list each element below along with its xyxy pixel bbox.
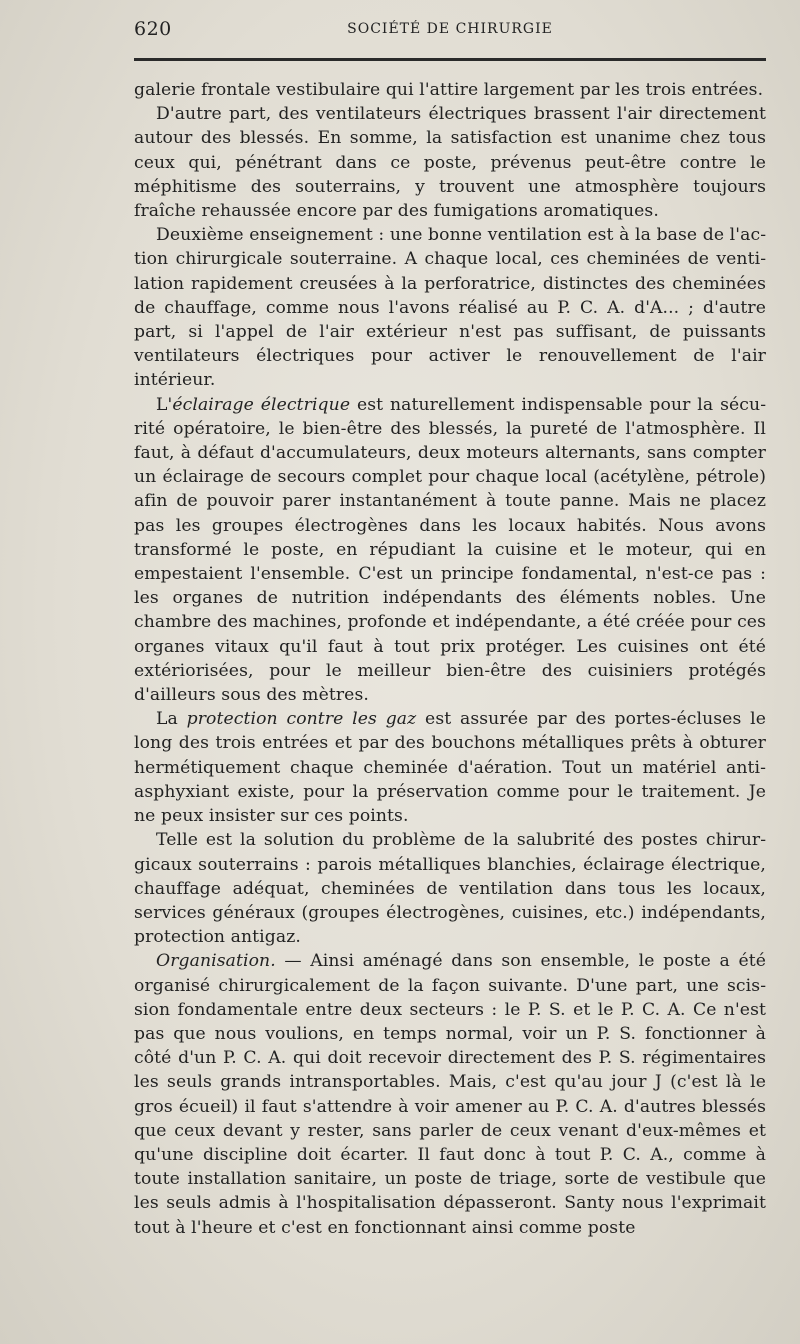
paragraph-text: D'autre part, des ventilateurs électriques brassent l'air directement autour des blessés. En somme, la satisfaction est unanime chez tous ceux qui, pénétrant dans ce poste, prévenus peut-être contre le méphitisme des souterrains, y trouvent une atmosphère toujours fraîche rehaussée encore par des fumigations aromatiques. <box>134 104 766 222</box>
paragraph-lead-prefix: L' <box>156 394 173 415</box>
paragraph-lead-italic: Organisation. <box>156 951 276 972</box>
paragraph-text: est assurée par des portes-écluses le long des trois entrées et par des bouchons métalliques prêts à obturer hermétiquement chaque cheminée d'aération. Tout un matériel anti-asphyxiant existe, pour la préservation comme pour le traitement. Je ne peux insister sur ces points. <box>134 709 766 827</box>
paragraph-text: Deuxième enseignement : une bonne ventilation est à la base de l'action chirurgicale souterraine. A chaque local, ces cheminées de ventilation rapidement creusées à la perforatrice, distinctes des cheminées de chauffage, comme nous l'avons réalisé au P. C. A. d'A... ; d'autre part, si l'appel de l'air extérieur n'est pas suffisant, de puissants ventilateurs électriques pour activer le renouvellement de l'air intérieur. <box>134 225 766 391</box>
page-header <box>134 18 766 46</box>
paragraph-text: est naturellement indispensable pour la sécurité opératoire, le bien-être des blessés, la pureté de l'atmosphère. Il faut, à défaut d'accumulateurs, deux moteurs alternants, sans compter un éclairage de secours complet pour chaque local (acétylène, pétrole) afin de pouvoir parer instantanément à toute panne. Mais ne placez pas les groupes électrogènes dans les locaux habités. Nous avons transformé le poste, en répudiant la cuisine et le moteur, qui en empestaient l'ensemble. C'est un principe fondamental, n'est-ce pas : les organes de nutrition indépendants des éléments nobles. Une chambre des machines, profonde et indépendante, a été créée pour ces organes vitaux qu'il faut à tout prix protéger. Les cuisines ont été extériorisées, pour le meilleur bien-être des cuisiniers protégés d'ailleurs sous des mètres. <box>134 394 766 706</box>
paragraph-text: — Ainsi aménagé dans son ensemble, le poste a été organisé chirurgicalement de la façon suivante. D'une part, une scission fondamentale entre deux secteurs : le P. S. et le P. C. A. Ce n'est pas que nous voulions, en temps normal, voir un P. S. fonctionner à côté d'un P. C. A. qui doit recevoir directement des P. S. régimentaires les seuls grands intransportables. Mais, c'est qu'au jour J (c'est là le gros écueil) il faut s'attendre à voir amener au P. C. A. d'autres blessés que ceux devant y rester, sans parler de ceux venant d'eux-mêmes et qu'une discipline doit écarter. Il faut donc à tout P. C. A., comme à toute installation sanitaire, un poste de triage, sorte de vestibule que les seuls admis à l'hospitalisation dépasseront. Santy nous l'exprimait tout à l'heure et c'est en fonctionnant ainsi comme poste <box>134 951 766 1238</box>
paragraph-lead-italic: protection contre les gaz <box>186 709 417 730</box>
page-number: 620 <box>134 18 172 40</box>
paragraph-7 <box>134 949 766 1239</box>
body-text <box>134 78 766 1240</box>
paragraph-2 <box>134 102 766 223</box>
running-title: SOCIÉTÉ DE CHIRURGIE <box>347 21 553 37</box>
paragraph-5 <box>134 707 766 828</box>
paragraph-4 <box>134 393 766 708</box>
header-rule <box>134 58 766 61</box>
paragraph-lead-italic: éclairage électrique <box>172 394 351 415</box>
paragraph-lead-prefix: La <box>156 709 187 730</box>
paragraph-1 <box>134 78 766 102</box>
paragraph-3 <box>134 223 766 392</box>
paragraph-text: Telle est la solution du problème de la salubrité des postes chirurgicaux souterrains : parois métalliques blanchies, éclairage électrique, chauffage adéquat, cheminées de ventilation dans tous les locaux, services généraux (groupes électrogènes, cuisines, etc.) indépendants, protection antigaz. <box>134 830 766 948</box>
paragraph-6 <box>134 828 766 949</box>
paragraph-text: galerie frontale vestibulaire qui l'attire largement par les trois entrées. <box>134 80 764 100</box>
